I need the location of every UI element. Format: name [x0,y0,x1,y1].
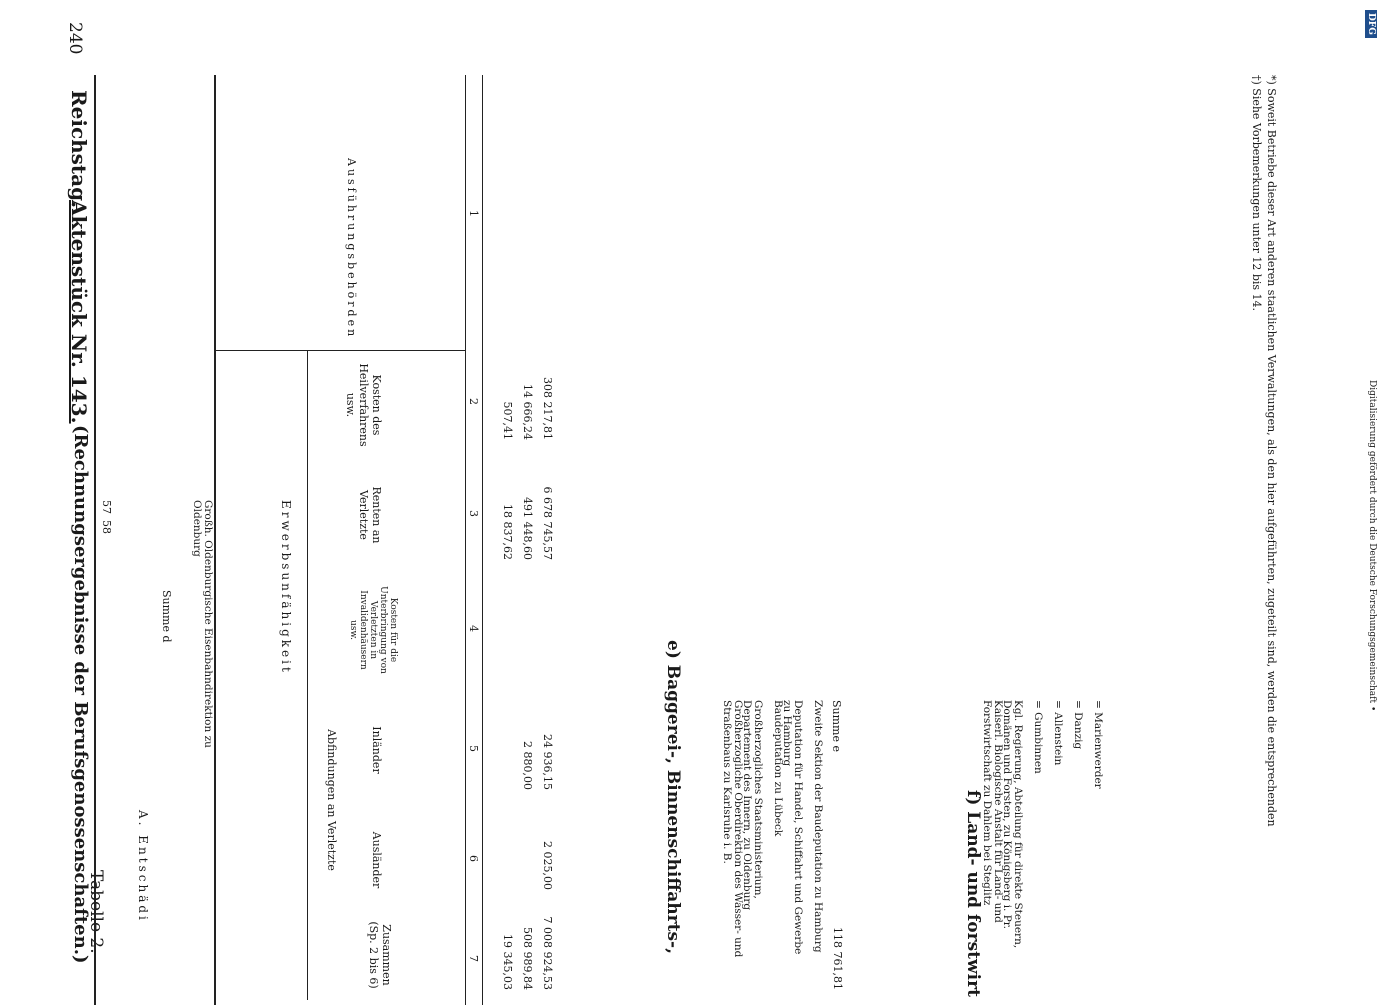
header-c6: Ausländer [370,831,383,889]
page-number: 240 [65,22,85,55]
footnote-1: †) Siehe Vorbemerkungen unter 12 bis 14. [1250,75,1263,312]
row-57-m3: 18 837,62 [501,504,514,560]
colnum-3: 3 [467,510,480,517]
summe-d-m3: 6 678 745,57 [541,486,554,560]
summe-d-m6: 2 025,00 [541,841,554,890]
row-67-label: = Allenstein [1052,700,1064,766]
summe-d-label: Summe d [160,590,173,643]
row-61-label: Baudeputation zu Lübeck [772,700,784,837]
section-a-label: A. Entschädi [136,810,150,923]
colnum-1: 1 [467,210,480,217]
section-f-heading: f) Land- und forstwirt [963,790,983,997]
rule [216,350,466,351]
table-top-rule [94,75,96,1005]
row-64-label: Kaiserl. Biologische Anstalt für Land- und Forstwirtschaft zu Dahlem bei Steglitz [981,700,1004,923]
header-c4: Kosten für die Unterbringung von Verletzten in Invalidenhäusern usw. [348,586,398,674]
summe-d-m7: 7 008 924,53 [541,916,554,990]
row-60-label: Großherzogliches Staatsministerium, Departement des Innern, zu Oldenburg [741,700,764,911]
table-left-rule [214,75,216,1005]
section-e-heading: e) Baggerei-, Binnenschiffahrts-, [663,640,683,955]
row-62-label: Deputation für Handel, Schiffahrt und Gewerbe zu Hamburg [781,700,804,955]
row-57-m7: 19 345,03 [501,934,514,990]
header-c3: Renten an Verletzte [357,486,383,544]
summe-e-label: Summe e [830,700,843,752]
colnum-6: 6 [467,855,480,862]
row-58-m3: 491 448,60 [521,497,534,560]
subtitle: (Rechnungsergebnisse der Berufsgenossenschaften.) [70,425,91,964]
header-col1: Ausführungsbehörden [345,158,358,340]
aktenstueck-title: Aktenstück Nr. 143. [67,200,91,424]
header-abf: Abfindungen an Verletzte [325,729,338,871]
row-69-label: = Marienwerder [1092,700,1104,789]
row-65-label: Kgl. Regierung, Abteilung für direkte Steuern, Domänen und Forsten, zu Königsberg i. Pr. [1001,700,1024,949]
rule [465,75,466,1005]
rule [307,350,308,1000]
summe-d-m2: 308 217,81 [541,377,554,440]
row-66-label: = Gumbinnen [1032,700,1044,774]
header-c5: Inländer [370,726,383,774]
colnum-2: 2 [467,398,480,405]
reichstag-label: Reichstag. [67,90,91,209]
colnum-5: 5 [467,745,480,752]
header-c7: Zusammen (Sp. 2 bis 6) [367,921,393,989]
row-63-label: Zweite Sektion der Baudeputation zu Hamburg [812,700,824,953]
header-group: Erwerbsunfähigkeit [279,500,293,675]
dfg-logo: DFG [1365,10,1377,38]
colnum-7: 7 [467,955,480,962]
row-57-label: Großh. Oldenburgische Eisenbahndirektion zu Oldenburg [191,500,214,748]
tabelle-label: Tabelle 2. [86,870,106,954]
row-58-m5: 2 880,00 [521,741,534,790]
digitization-note: Digitalisierung gefördert durch die Deutsche Forschungsgemeinschaft • [1367,380,1377,712]
summe-e-m7: 118 761,81 [831,927,844,990]
colnum-4: 4 [467,625,480,632]
row-58-m2: 14 666,24 [521,384,534,440]
row-58-nr: 58 [100,520,113,534]
summe-d-m5: 24 936,15 [541,734,554,790]
row-59-label: Großherzogliche Oberdirektion des Wasser- und Straßenbaus zu Karlsruhe i. B. [721,700,744,958]
row-57-m2: 507,41 [501,401,514,440]
footnote-2: *) Soweit Betriebe dieser Art anderen staatlichen Verwaltungen, als den hier aufgeführten, zugeteilt sind, werden die entsprechenden [1265,75,1278,827]
row-58-m7: 508 989,84 [521,927,534,990]
row-57-nr: 57 [100,500,113,514]
header-c2: Kosten des Heilverfahrens usw. [344,363,383,447]
rule [482,75,483,1005]
row-68-label: = Danzig [1072,700,1084,750]
